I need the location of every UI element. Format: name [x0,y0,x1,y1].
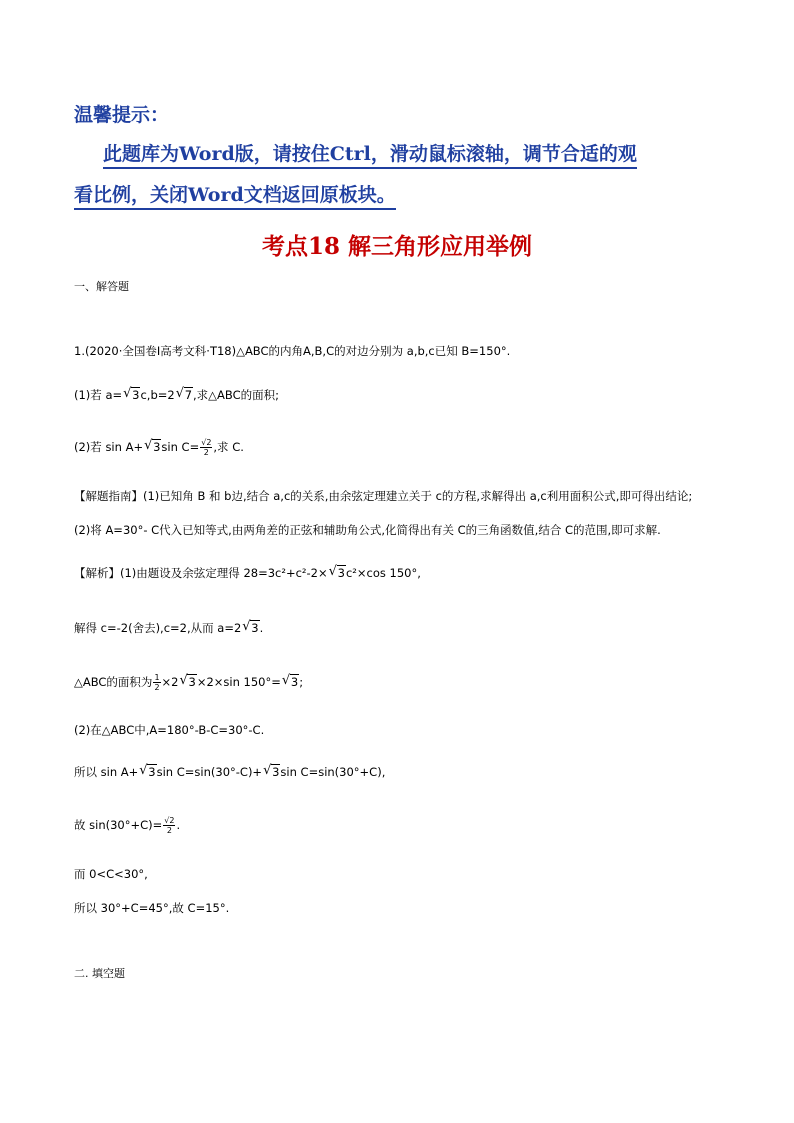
solution-text-6b: . [176,818,181,832]
part2-text-b: sin C= [161,440,200,454]
question-stem [74,343,510,359]
question-part-2 [74,438,244,457]
solution-line-4: (2)在△ABC中,A=180°-B-C=30°-C. [74,723,265,737]
sqrt-7: √ 7 [175,386,193,402]
part1-text-a: (1)若 a= [74,388,123,402]
fraction-sqrt2-over-2: $\frac{√2}{2}$ [164,816,175,835]
sqrt-3: √ 3 [144,438,161,454]
solution-line-8: 所以 30°+C=45°,故 C=15°. [74,901,230,915]
section-heading-2: 二. 填空题 [74,967,125,980]
solution-text-3c: ×2×sin 150°= [196,675,281,689]
guide-label: 【解题指南】 [74,489,143,503]
sqrt-3: √ 3 [281,673,299,689]
guide-line-2: (2)将 A=30°- C代入已知等式,由两角差的正弦和辅助角公式,化简得出有关 C的三角函数值,结合 C的范围,即可求解. [74,523,661,537]
part2-text-c: ,求 C. [213,440,244,454]
solution-text-1b: c²×cos 150°, [345,566,421,580]
part1-text-b: c,b=2 [140,388,175,402]
page-title: 考点18 解三角形应用举例 [261,233,532,260]
question-number: 1. [74,344,85,358]
solution-text-1: (1)由题设及余弦定理得 28=3c²+c²-2× [120,566,328,580]
fraction-sqrt2-over-2: $\frac{√2}{2}$ [201,438,212,457]
solution-text-3b: ×2 [161,675,179,689]
solution-text-2b: . [259,621,264,635]
section-heading-1: 一、解答题 [74,280,129,293]
solution-line-3 [74,673,303,692]
solution-text-3: △ABC的面积为 [74,675,153,689]
tip-line-2: 看比例，关闭Word文档返回原板块。 [74,183,396,210]
sqrt-3: √ 3 [242,619,259,635]
question-part-1 [74,387,279,403]
solution-text-2: 解得 c=-2(舍去),c=2,从而 a=2 [74,621,242,635]
solution-text-6: 故 sin(30°+C)= [74,818,163,832]
solution-line-5 [74,764,385,780]
guide-line-1 [74,488,692,504]
question-stem-text: △ABC的内角A,B,C的对边分别为 a,b,c已知 B=150°. [236,344,511,358]
sqrt-3: √ 3 [139,763,156,779]
solution-text-5: 所以 sin A+ [74,765,139,779]
sqrt-3: √ 3 [263,763,280,779]
tip-heading: 温馨提示： [74,104,170,126]
tip-line-1: 此题库为Word版，请按住Ctrl，滑动鼠标滚轴，调节合适的观 [103,142,637,169]
solution-text-5b: sin C=sin(30°-C)+ [156,765,263,779]
solution-text-3d: ; [299,675,304,689]
solution-label: 【解析】 [74,566,120,580]
part1-text-c: ,求△ABC的面积; [193,388,279,402]
solution-text-5c: sin C=sin(30°+C), [280,765,386,779]
part2-text-a: (2)若 sin A+ [74,440,144,454]
guide-text-1: (1)已知角 B 和 b边,结合 a,c的关系,由余弦定理建立关于 c的方程,求解得出 a,c利用面积公式,即可得出结论; [143,489,693,503]
solution-line-6 [74,816,180,835]
sqrt-3: √ 3 [123,386,140,402]
solution-line-7: 而 0<C<30°, [74,867,148,881]
sqrt-3: √ 3 [179,673,196,689]
question-source: (2020·全国卷Ⅰ高考文科·T18) [84,344,237,358]
solution-line-2 [74,620,263,636]
solution-line-1 [74,565,421,581]
fraction-one-half: $\frac{1}{2}$ [154,673,160,692]
sqrt-3: √ 3 [328,564,345,580]
